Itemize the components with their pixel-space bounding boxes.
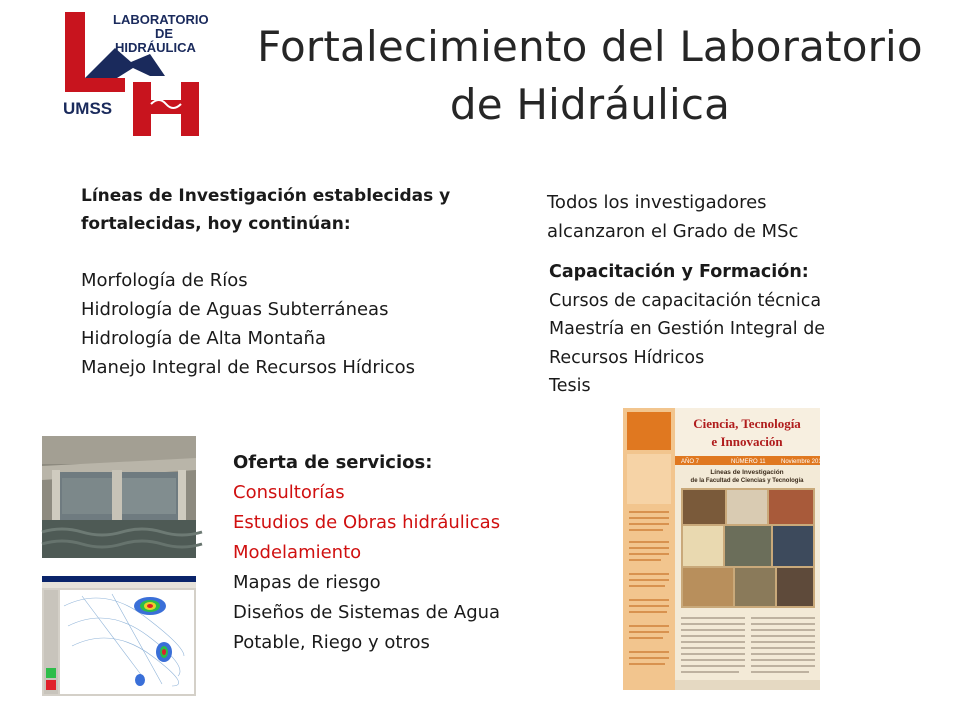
training-item: Recursos Hídricos	[549, 347, 705, 368]
research-heading-line2: fortalecidas, hoy continúan:	[81, 214, 351, 234]
magazine-cover	[623, 408, 825, 690]
magazine-title-line1: Ciencia, Tecnología	[693, 416, 801, 431]
page-title-line1: Fortalecimiento del Laboratorio	[257, 22, 923, 71]
magazine-title-line2: e Innovación	[711, 434, 783, 449]
research-item: Hidrología de Alta Montaña	[81, 328, 326, 349]
training-item: Tesis	[549, 376, 591, 396]
training-section	[549, 258, 825, 401]
research-lines-section	[81, 182, 450, 382]
magazine-subtitle-line1: Líneas de Investigación	[710, 469, 784, 476]
hydraulic-structure-photo	[42, 436, 196, 558]
logo-org-text: UMSS	[63, 99, 113, 118]
training-item: Cursos de capacitación técnica	[549, 290, 822, 311]
magazine-date-label: Noviembre 2011	[781, 459, 825, 465]
investigators-line1: Todos los investigadores	[547, 192, 767, 213]
training-item: Maestría en Gestión Integral de	[549, 319, 826, 339]
services-item: Mapas de riesgo	[233, 572, 381, 593]
research-item: Hidrología de Aguas Subterráneas	[81, 299, 389, 320]
research-heading-line1: Líneas de Investigación establecidas y	[81, 186, 451, 206]
research-item: Morfología de Ríos	[81, 270, 248, 291]
services-item-highlight: Modelamiento	[233, 542, 362, 563]
magazine-number-label: NÚMERO 11	[731, 459, 766, 465]
logo-line1: LABORATORIO	[113, 12, 209, 27]
logo-line2: DE	[155, 26, 174, 41]
page-title-line2: de Hidráulica	[449, 80, 731, 129]
research-item: Manejo Integral de Recursos Hídricos	[81, 357, 416, 378]
magazine-subtitle-line2: de la Facultad de Ciencias y Tecnología	[690, 478, 804, 484]
services-item: Potable, Riego y otros	[233, 632, 430, 653]
training-heading: Capacitación y Formación:	[549, 262, 809, 282]
services-item-highlight: Estudios de Obras hidráulicas	[233, 512, 501, 533]
flood-model-screenshot	[42, 576, 196, 696]
investigators-note	[547, 188, 798, 246]
page-title	[240, 18, 940, 134]
magazine-issue-label: AÑO 7	[681, 459, 700, 465]
services-heading: Oferta de servicios:	[233, 452, 433, 473]
services-section	[233, 448, 500, 658]
investigators-line2: alcanzaron el Grado de MSc	[547, 221, 799, 242]
lab-logo	[55, 4, 235, 142]
logo-line3: HIDRÁULICA	[115, 40, 196, 55]
services-item: Diseños de Sistemas de Agua	[233, 602, 501, 623]
services-item-highlight: Consultorías	[233, 482, 345, 503]
